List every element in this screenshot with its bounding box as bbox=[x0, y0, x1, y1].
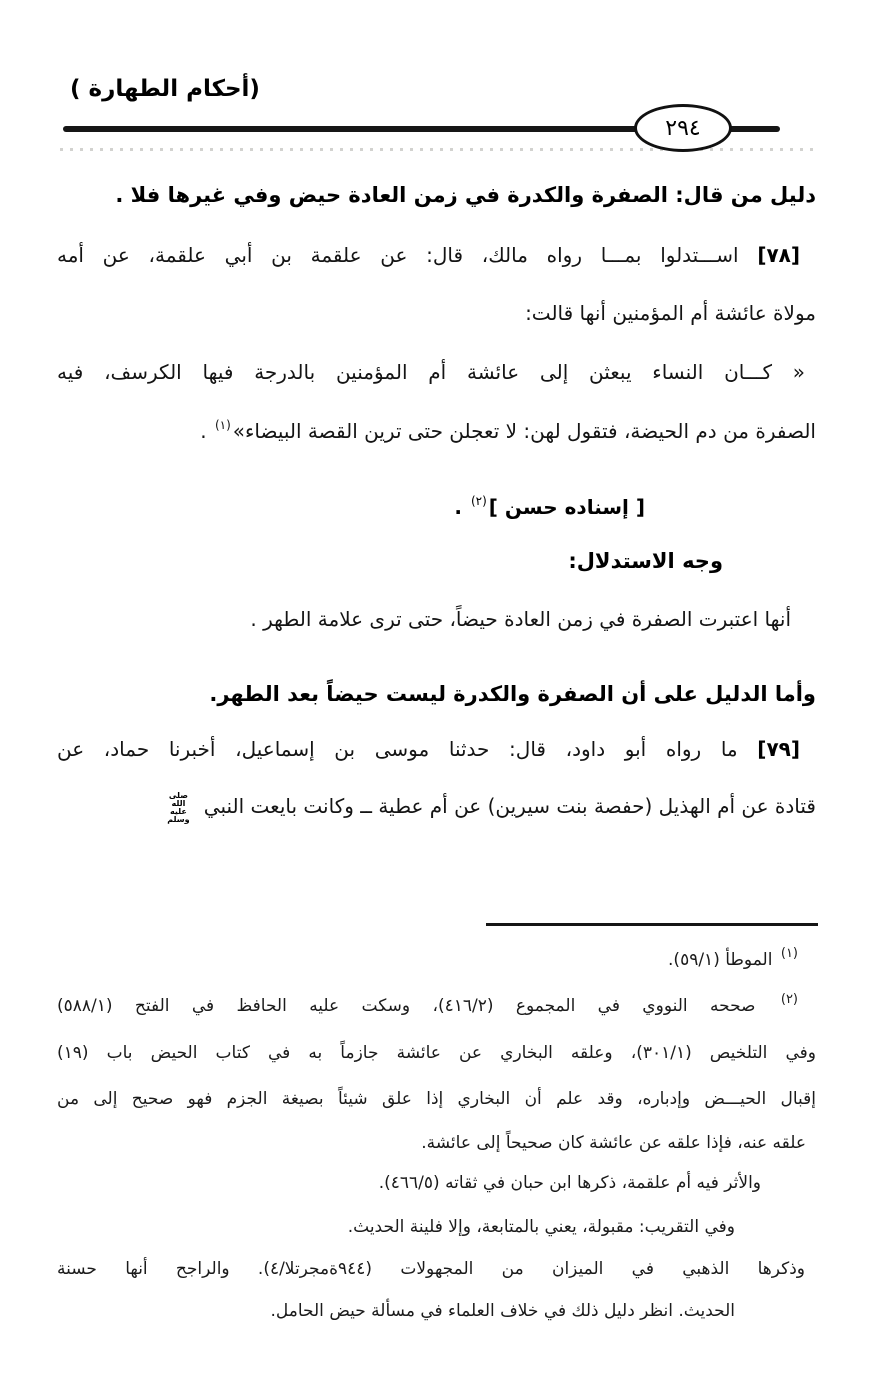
section-heading-2: وجه الاستدلال: bbox=[568, 549, 723, 573]
section-heading-1: دليل من قال: الصفرة والكدرة في زمن العادة حيض وفي غيرها فلا . bbox=[115, 183, 816, 207]
istidlal-line: أنها اعتبرت الصفرة في زمن العادة حيضاً، حتى ترى علامة الطهر . bbox=[250, 607, 791, 631]
hadith-79-text: ما رواه أبو داود، قال: حدثنا موسى بن إسماعيل، أخبرنا حماد، عن bbox=[57, 737, 738, 761]
quote-line-2 bbox=[200, 416, 816, 449]
footnote-1 bbox=[668, 947, 798, 975]
footnote-ref-1: (١) bbox=[214, 418, 231, 432]
footnote-2-line-2: وفي التلخيص (٣٠١/١)، وعلقه البخاري عن عائشة جازماً به في كتاب الحيض باب (١٩) bbox=[57, 1043, 816, 1063]
page-number: ٢٩٤ bbox=[665, 115, 701, 141]
footnote-2-line-5: والأثر فيه أم علقمة، ذكرها ابن حبان في ثقاته (٤٦٦/٥). bbox=[378, 1173, 761, 1193]
pbuh-top: صلى الله bbox=[168, 790, 188, 808]
grading-tail: . bbox=[454, 495, 469, 519]
hadith-79-line-2 bbox=[57, 791, 816, 824]
pbuh-symbol bbox=[163, 792, 193, 824]
grading-text: [ إسناده حسن ] bbox=[488, 495, 645, 519]
footnote-separator bbox=[486, 923, 818, 926]
hadith-78-text: اســـتدلوا بمـــا رواه مالك، قال: عن علقمة بن أبي علقمة، عن أمه bbox=[57, 243, 739, 267]
isnad-grading bbox=[454, 492, 645, 525]
footnote-1-marker: (١) bbox=[780, 946, 798, 961]
footnote-2-line-8: الحديث. انظر دليل ذلك في خلاف العلماء في مسألة حيض الحامل. bbox=[270, 1301, 735, 1321]
book-title: (أحكام الطهارة ) bbox=[70, 76, 260, 102]
page-number-badge bbox=[634, 104, 732, 152]
quote-tail: . bbox=[200, 419, 213, 443]
footnote-2-text-1: صححه النووي في المجموع (٤١٦/٢)، وسكت عليه الحافظ في الفتح (٥٨٨/١) bbox=[57, 996, 756, 1016]
footnote-2-text-7b: . والراجح أنها حسنة bbox=[57, 1259, 264, 1279]
hadith-number-78: [٧٨] bbox=[757, 243, 801, 267]
footnote-2-line-1 bbox=[57, 993, 798, 1021]
tarjama-reference: (٤/الترجمة٩٤٤) bbox=[263, 1259, 373, 1279]
section-heading-3: وأما الدليل على أن الصفرة والكدرة ليست حيضاً بعد الطهر. bbox=[209, 682, 816, 706]
footnote-2-text-7a: وذكرها الذهبي في الميزان من المجهولات bbox=[372, 1259, 805, 1279]
hadith-79-text-2: قتادة عن أم الهذيل (حفصة بنت سيرين) عن أم عطية ــ وكانت بايعت النبي bbox=[203, 794, 816, 818]
quote-text: الصفرة من دم الحيضة، فتقول لهن: لا تعجلن حتى ترين القصة البيضاء» bbox=[232, 419, 816, 443]
footnote-2-line-4: علقه عنه، فإذا علقه عن عائشة كان صحيحاً إلى عائشة. bbox=[421, 1133, 806, 1153]
footnote-2-line-7 bbox=[57, 1256, 805, 1283]
quote-line-1: « كـــان النساء يبعثن إلى عائشة أم المؤمنين بالدرجة فيها الكرسف، فيه bbox=[57, 360, 805, 384]
footnote-ref-2: (٢) bbox=[470, 494, 487, 508]
hadith-number-79: [٧٩] bbox=[757, 737, 800, 761]
footnote-2-line-3: إقبال الحيـــض وإدباره، وقد علم أن البخاري إذا علق شيئاً بصيغة الجزم فهو صحيح إلى من bbox=[57, 1089, 816, 1109]
pbuh-bottom: عليه وسلم bbox=[167, 806, 190, 824]
footnote-2-line-6: وفي التقريب: مقبولة، يعني بالمتابعة، وإلا فلينة الحديث. bbox=[347, 1217, 735, 1237]
hadith-79-line-1 bbox=[57, 734, 800, 764]
hadith-78-line-2: مولاة عائشة أم المؤمنين أنها قالت: bbox=[525, 301, 816, 325]
footnote-1-text: الموطأ (٥٩/١). bbox=[668, 950, 773, 970]
footnote-2-marker: (٢) bbox=[780, 992, 798, 1007]
hadith-78-line-1 bbox=[57, 240, 800, 270]
